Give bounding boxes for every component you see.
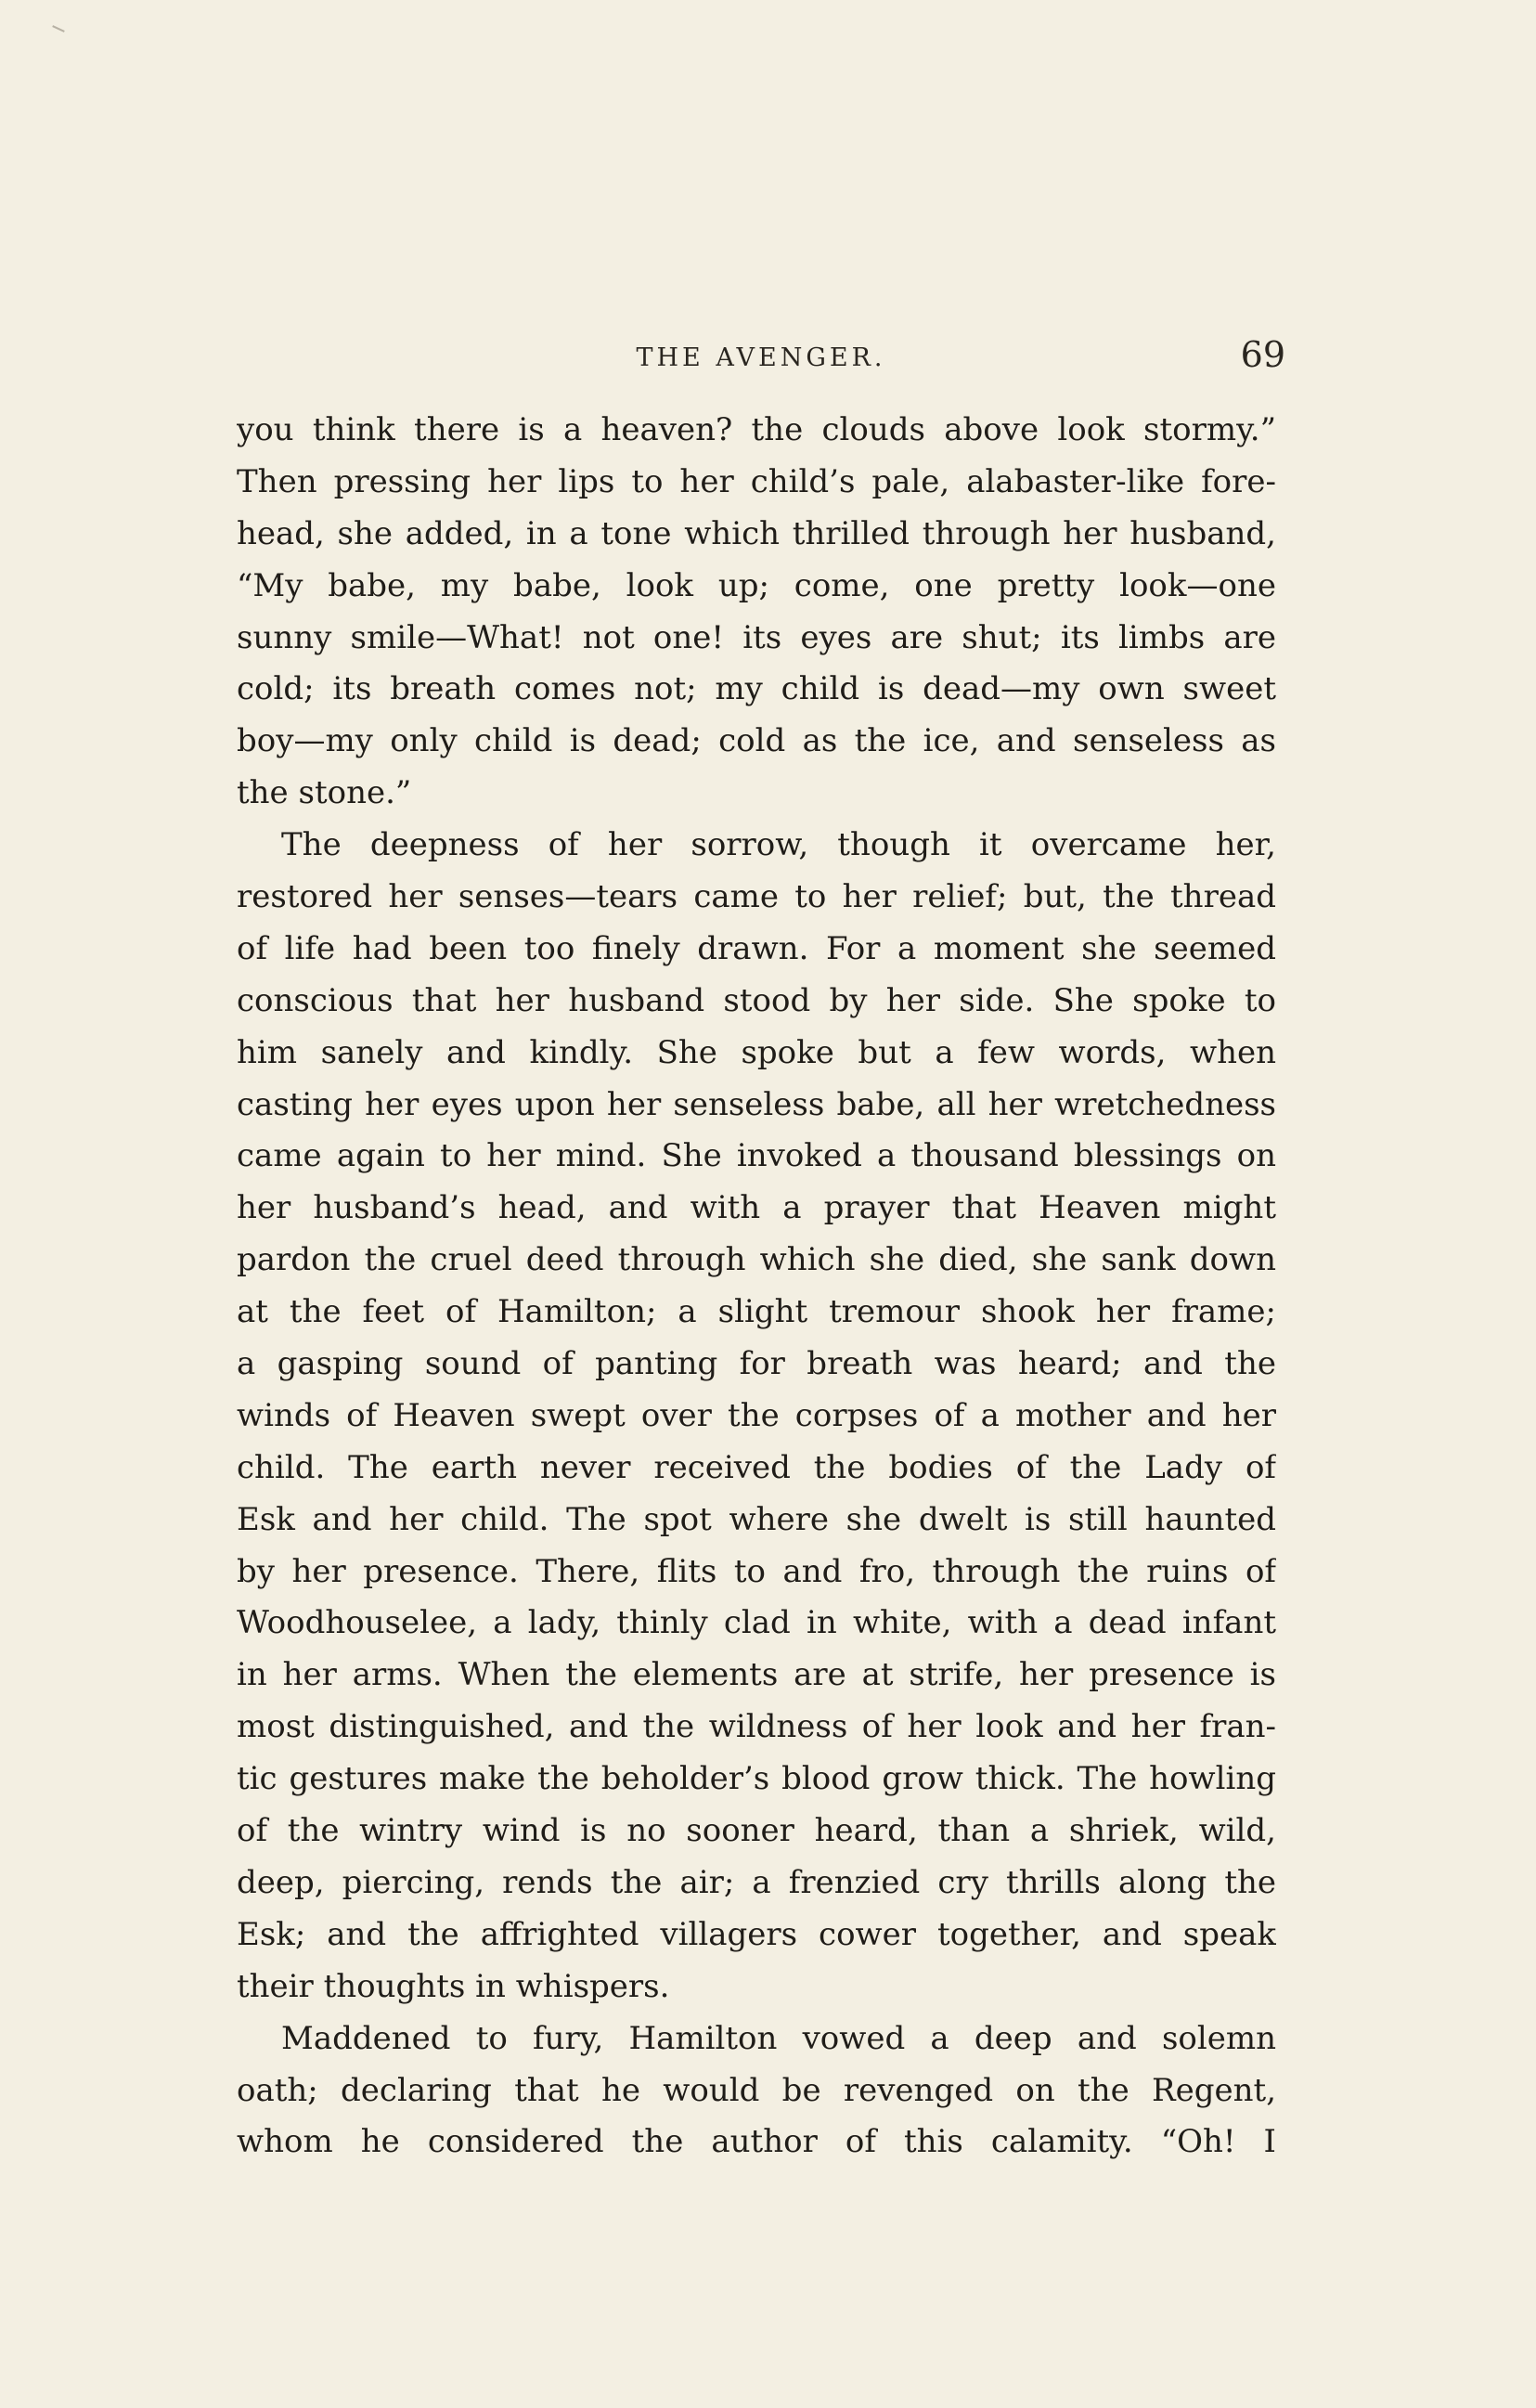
- text-line: Esk and her child. The spot where she dwelt is still haunted: [237, 1500, 1276, 1538]
- text-line: child. The earth never received the bodies of the Lady of: [237, 1448, 1276, 1486]
- text-line: oath; declaring that he would be revenged on the Regent,: [237, 2071, 1276, 2109]
- text-line: Maddened to fury, Hamilton vowed a deep and solemn: [281, 2019, 1276, 2057]
- text-line: came again to her mind. She invoked a thousand blessings on: [237, 1137, 1276, 1175]
- text-line: sunny smile—What! not one! its eyes are shut; its limbs are: [237, 618, 1276, 656]
- text-line: a gasping sound of panting for breath was heard; and the: [237, 1345, 1276, 1383]
- text-line: Esk; and the affrighted villagers cower together, and speak: [237, 1915, 1276, 1953]
- page-number: 69: [1240, 334, 1285, 375]
- text-line: pardon the cruel deed through which she died, she sank down: [237, 1241, 1276, 1279]
- body-text: [237, 405, 1276, 2168]
- text-line: Then pressing her lips to her child’s pale, alabaster-like fore-: [237, 462, 1276, 500]
- text-line: tic gestures make the beholder’s blood grow thick. The howling: [237, 1760, 1276, 1798]
- text-line: in her arms. When the elements are at strife, her presence is: [237, 1656, 1276, 1694]
- text-line: head, she added, in a tone which thrilled through her husband,: [237, 514, 1276, 552]
- text-line: winds of Heaven swept over the corpses of a mother and her: [237, 1396, 1276, 1434]
- page-header: [237, 334, 1285, 390]
- text-line: The deepness of her sorrow, though it overcame her,: [281, 826, 1276, 864]
- text-line: her husband’s head, and with a prayer that Heaven might: [237, 1189, 1276, 1227]
- text-line: of life had been too finely drawn. For a moment she seemed: [237, 929, 1276, 967]
- text-line: of the wintry wind is no sooner heard, than a shriek, wild,: [237, 1812, 1276, 1850]
- text-line: restored her senses—tears came to her relief; but, the thread: [237, 878, 1276, 916]
- running-title: THE AVENGER.: [636, 343, 886, 372]
- text-line: deep, piercing, rends the air; a frenzied cry thrills along the: [237, 1863, 1276, 1901]
- text-line: whom he considered the author of this calamity. “Oh! I: [237, 2123, 1276, 2161]
- text-line: “My babe, my babe, look up; come, one pretty look—one: [237, 566, 1276, 604]
- text-line: him sanely and kindly. She spoke but a few words, when: [237, 1033, 1276, 1071]
- page-corner-mark: [52, 25, 65, 32]
- text-line: conscious that her husband stood by her side. She spoke to: [237, 981, 1276, 1019]
- text-line: you think there is a heaven? the clouds above look stormy.”: [237, 411, 1276, 448]
- text-line: the stone.”: [237, 774, 412, 812]
- text-line: by her presence. There, flits to and fro, through the ruins of: [237, 1552, 1276, 1590]
- text-line: at the feet of Hamilton; a slight tremour shook her frame;: [237, 1293, 1276, 1331]
- text-line: cold; its breath comes not; my child is dead—my own sweet: [237, 670, 1276, 708]
- text-line: most distinguished, and the wildness of her look and her fran-: [237, 1708, 1276, 1746]
- text-line: their thoughts in whispers.: [237, 1967, 670, 2005]
- text-line: casting her eyes upon her senseless babe, all her wretchedness: [237, 1085, 1276, 1123]
- text-line: boy—my only child is dead; cold as the ice, and senseless as: [237, 722, 1276, 760]
- text-line: Woodhouselee, a lady, thinly clad in white, with a dead infant: [237, 1604, 1276, 1642]
